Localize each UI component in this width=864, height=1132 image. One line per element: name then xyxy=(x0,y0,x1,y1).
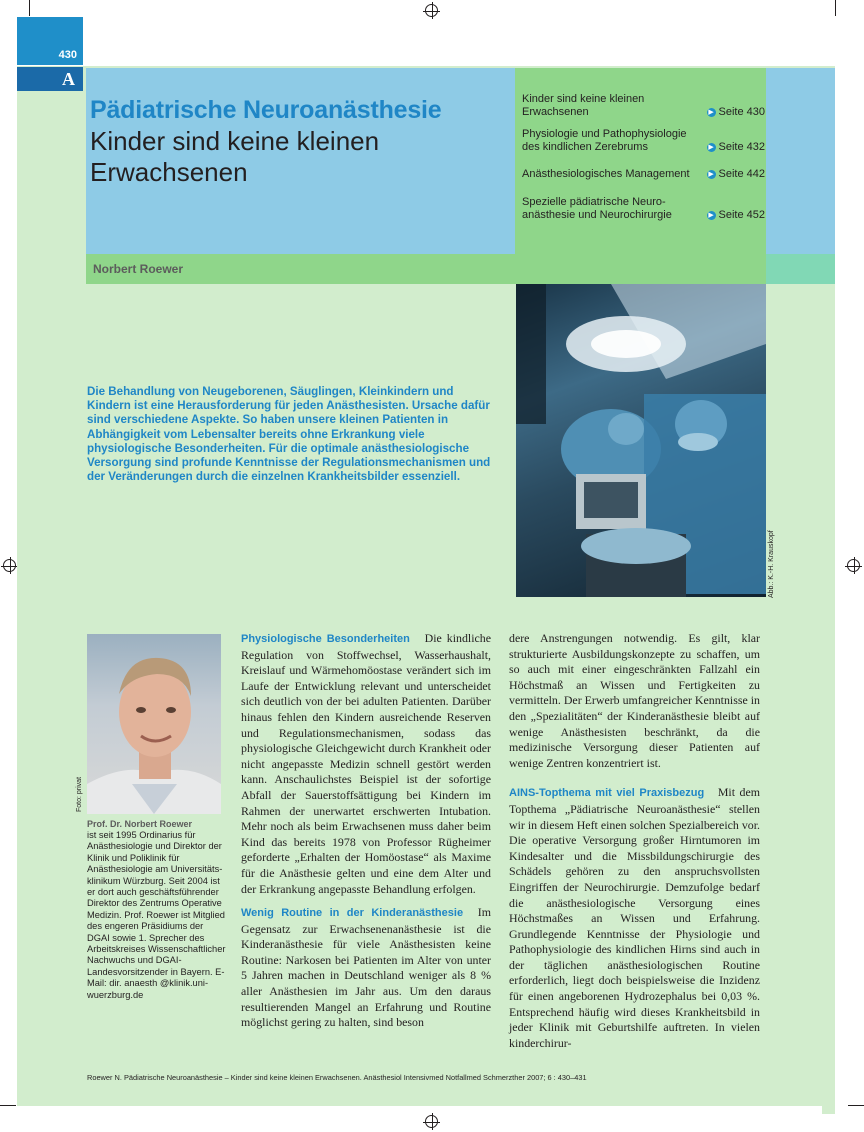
toc-item-label: Anästhesiologisches Management xyxy=(522,168,690,180)
author-portrait xyxy=(87,634,221,814)
article-subtitle: Kinder sind keine kleinen Erwachsenen xyxy=(90,126,380,187)
page-number: 430 xyxy=(58,49,77,61)
toc-item-page: ▶ Seite 432 xyxy=(708,141,765,153)
crop-mark xyxy=(0,1105,16,1106)
author-band xyxy=(86,254,835,284)
toc-item-label: Spezielle pädiatrische Neuroanästhesie und Neurochirurgie xyxy=(522,196,672,221)
arrow-right-icon: ▶ xyxy=(708,109,714,116)
crop-mark xyxy=(848,1105,864,1106)
toc-item[interactable] xyxy=(522,168,765,181)
crop-mark xyxy=(835,0,836,16)
operating-room-photo xyxy=(516,284,766,597)
toc-item-page: ▶ Seite 430 xyxy=(708,106,765,118)
bio-text: ist seit 1995 Ordinarius für Anästhesiologie und Direktor der Klinik und Poliklinik für Anästhesiologie am Universitätsklinikum Würzburg. Seit 2004 ist er dort auch geschäftsführender Direktor des Zentrums Operative Medizin. Prof. Roewer ist Mitglied des engeren Präsidiums der DGAI sowie 1. Sprecher des Arbeitskreises Wissenschaftlicher Nachwuchs und DGAI-Landesvorsitzender in Bayern. E-Mail: dir. anaesth @klinik.uni-wuerzburg.de xyxy=(87,830,226,1000)
registration-mark-top xyxy=(425,4,438,17)
section-heading: Wenig Routine in der Kinderanästhesie xyxy=(241,907,464,920)
arrow-right-icon: ▶ xyxy=(708,144,714,151)
toc-item[interactable] xyxy=(522,93,765,119)
arrow-right-icon: ▶ xyxy=(708,212,714,219)
section-letter: A xyxy=(62,69,75,89)
operating-room-illustration xyxy=(516,284,766,597)
section-tab xyxy=(17,67,83,91)
crop-mark xyxy=(29,0,30,16)
registration-mark-bottom xyxy=(425,1115,438,1128)
paragraph xyxy=(509,631,760,771)
paragraph xyxy=(241,905,491,1031)
citation-footer: Roewer N. Pädiatrische Neuroanästhesie – Kinder sind keine kleinen Erwachsenen. Anästhesiol Intensivmed Notfallmed Schmerzther 2007; 6 : 430–431 xyxy=(87,1073,587,1082)
toc-item[interactable] xyxy=(522,196,765,222)
toc-item-page: ▶ Seite 442 xyxy=(708,168,765,180)
page-number-tab xyxy=(17,17,83,65)
bio-name: Prof. Dr. Norbert Roewer xyxy=(87,819,193,829)
author-name: Norbert Roewer xyxy=(93,262,184,276)
section-heading: AINS-Topthema mit viel Praxisbezug xyxy=(509,787,705,800)
arrow-right-icon: ▶ xyxy=(708,171,714,178)
body-column-1 xyxy=(241,631,491,1031)
abstract: Die Behandlung von Neugeborenen, Säuglingen, Kleinkindern und Kindern ist eine Herausforderung für jeden Anästhesisten. Ursache dafür sind verschiedene Aspekte. So haben unsere kleinen Patienten in Abhängigkeit vom Lebensalter bereits ohne Erkrankung viele physiologische Besonderheiten. Für die optimale anästhesiologische Versorgung sind profunde Kenntnisse der Regulationsmechanismen und der Veränderungen durch die einzelnen Krankheitsbilder essenziell. xyxy=(87,385,491,484)
paragraph-text: Im Gegensatz zur Erwachsenenanästhesie ist die Kinderanästhesie für viele Anästhesisten keine Routine: Narkosen bei Patienten im Alter von unter 5 Jahren machen in Deutschland weniger als 8 % aller Anästhesien im Jahr aus. Um den daraus resultierenden Mangel an Erfahrung und Routine möglichst gering zu halten, sind beson xyxy=(241,905,491,1030)
article-title: Pädiatrische Neuroanästhesie xyxy=(90,96,442,124)
paragraph-text: Die kindliche Regulation von Stoffwechsel, Wasserhaushalt, Kreislauf und Wärmehomöostase verändert sich im Laufe der Entwicklung relevant und unterscheidet sich deutlich von der bei adulten Patienten. Darüber hinaus fehlen den Kindern ausreichende Reserven und Regulationsmechanismen, sodass das physiologische Gleichgewicht durch Krankheit oder nicht angepasste Medizin schnell gestört werden kann. Anschaulichstes Beispiel ist der sofortige Abfall der Sauerstoffsättigung bei Kindern im Rahmen der unerwartet erschwerten Intubation. Mehr noch als beim Erwachsenen muss daher beim Kind das bereits 1978 von Professor Rügheimer geforderte „Erhalten der Homöostase“ als Maxime für die Anästhesie gelten und eine dem Alter und der Erkrankung angepasste Behandlung erfolgen. xyxy=(241,631,492,896)
portrait-illustration xyxy=(87,634,221,814)
toc-item-label: Physiologie und Pathophysiologie des kindlichen Zerebrums xyxy=(522,128,687,153)
registration-mark-left xyxy=(3,559,16,572)
toc-item-label: Kinder sind keine kleinen Erwachsenen xyxy=(522,93,645,118)
photo-credit: Abb.: K.-H. Krauskopf xyxy=(768,530,775,598)
toc-item-page: ▶ Seite 452 xyxy=(708,209,765,221)
paragraph-text: Mit dem Topthema „Pädiatrische Neuroanästhesie“ stellen wir in diesem Heft einen solchen Spezialbereich vor. Die operative Versorgung großer Hirntumoren im Kindesalter und die Missbildungschirurgie des Schädels gehören zu den anspruchsvollsten Eingriffen der Neurochirurgie. Demzufolge bedarf die anästhesiologische Versorgung eines Höchstmaßes an Wissen und Erfahrung. Grundlegende Kenntnisse der Physiologie und Pathophysiologie des kindlichen Hirns sind auch in der täglichen anästhesiologischen Routine erforderlich, liegt doch beispielsweise die Inzidenz für einen angeborenen Hydrozephalus bei 0,03 %. Entsprechend häufig wird dieses Krankheitsbild in jeder Klinik mit Geburtshilfe auftreten. In vielen kinderchirur- xyxy=(509,785,760,1050)
paragraph xyxy=(241,631,491,897)
paragraph xyxy=(509,785,760,1051)
paragraph-text: dere Anstrengungen notwendig. Es gilt, klar strukturierte Ausbildungskonzepte zu schaffen, um so auch mit einer eingeschränkten Fallzahl ein Höchstmaß an Wissen und Fertigkeiten zu vermitteln. Der Erwerb umfangreicher Kenntnisse in den „Spezialitäten“ der Kinderanästhesie bleibt auf wenige Anästhesisten beschränkt, da die medizinische Versorgung dieser Patienten auf wenige Zentren konzentriert ist. xyxy=(509,631,760,770)
toc-item[interactable] xyxy=(522,128,765,154)
portrait-credit: Foto: privat xyxy=(76,776,83,812)
section-heading: Physiologische Besonderheiten xyxy=(241,633,410,645)
author-band-accent xyxy=(766,254,835,284)
registration-mark-right xyxy=(847,559,860,572)
body-column-2 xyxy=(509,631,760,1051)
